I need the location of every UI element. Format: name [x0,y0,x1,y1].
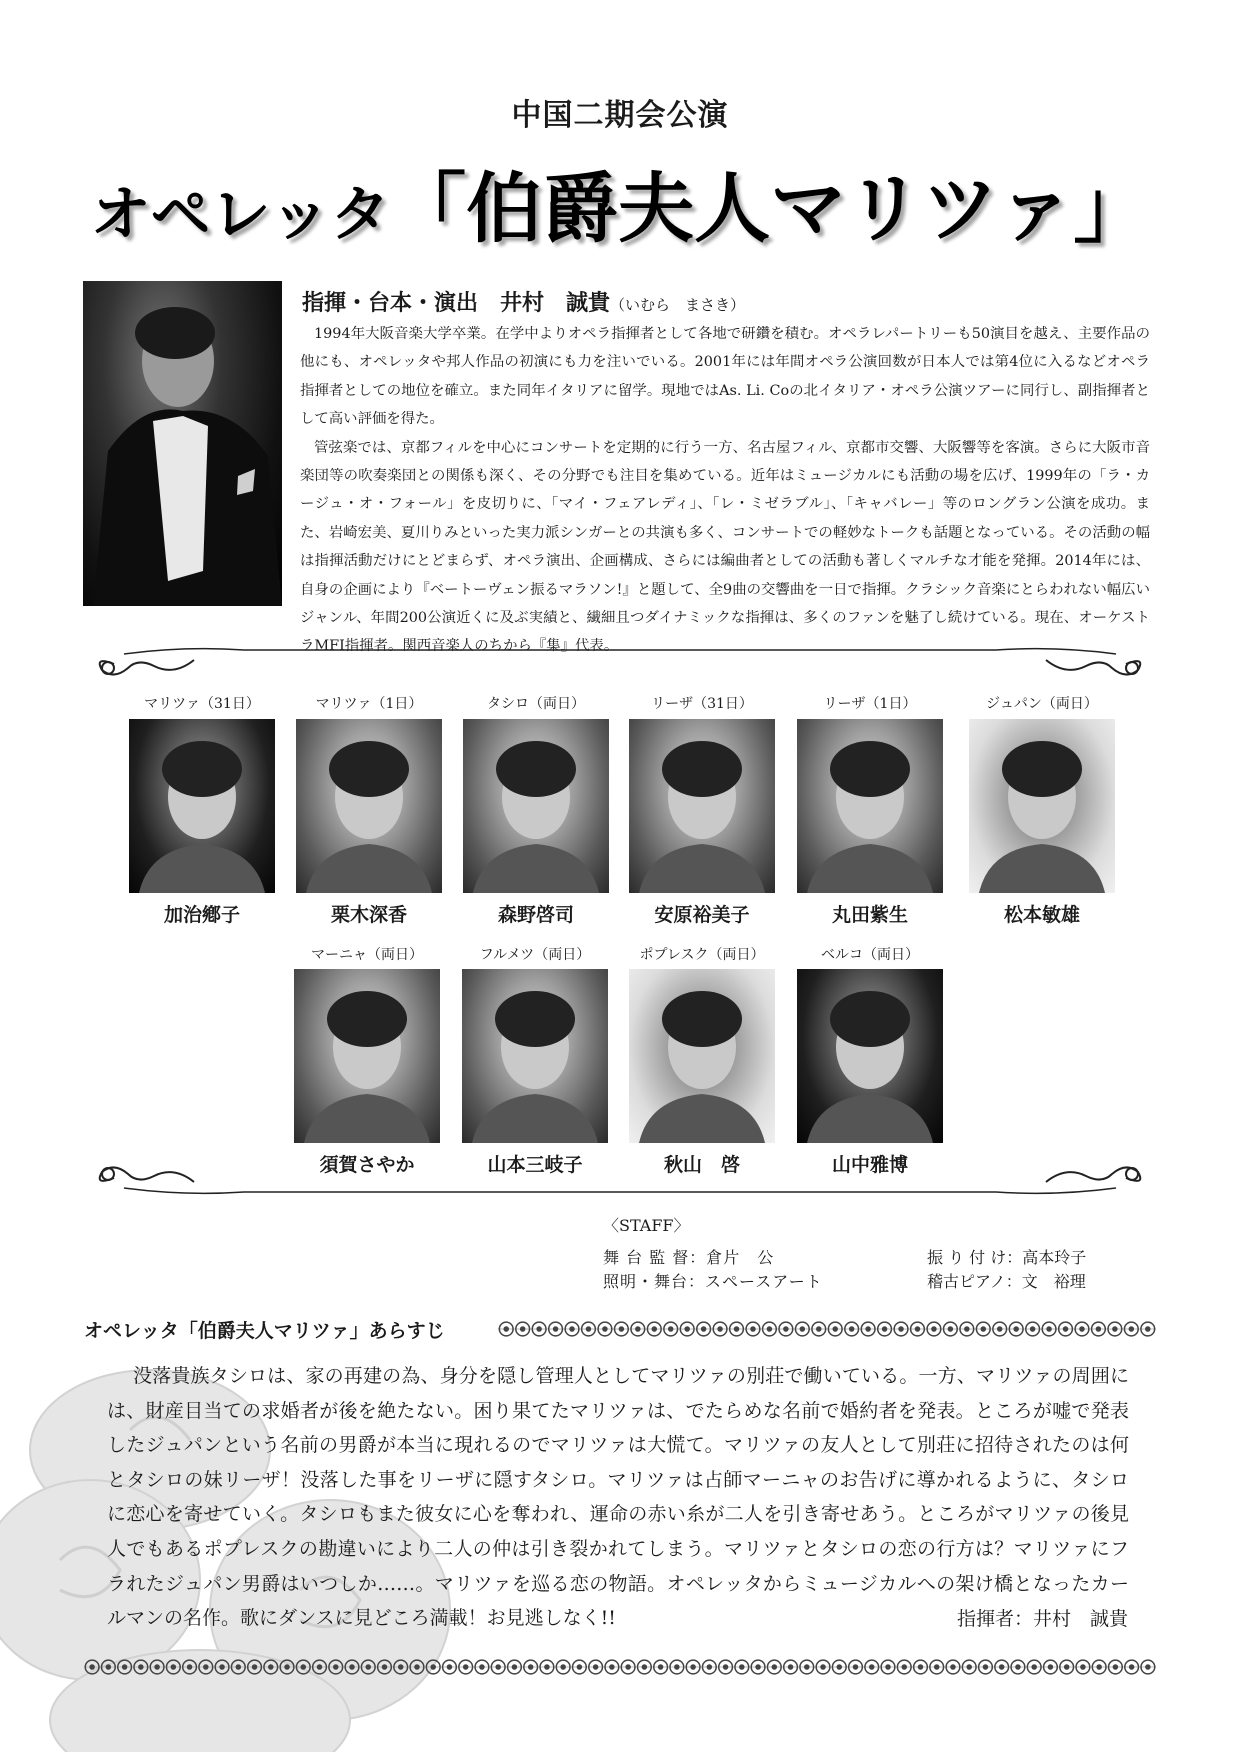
cast-photo [797,969,943,1143]
cast-role: マリツァ（1日） [315,696,423,712]
conductor-silhouette [83,281,282,606]
cast-photo [797,719,943,893]
cast-name: 安原裕美子 [654,904,750,926]
cast-role: フルメツ（両日） [479,947,591,963]
cast-name: 丸田紫生 [831,904,908,926]
staff-item: 照明・舞台：スペースアート [603,1272,823,1291]
ornamental-divider [84,1160,1156,1196]
cast-photo [969,719,1115,893]
cast-name: 栗木深香 [330,904,407,926]
cast-photo [129,719,275,893]
conductor-bio [300,320,1150,661]
conductor-name: 指揮・台本・演出 井村 誠貴 [302,291,611,316]
cast-name: 山本三岐子 [487,1154,583,1176]
cast-role: ジュパン（両日） [986,696,1098,712]
cast-photo [629,719,775,893]
cast-role: タシロ（両日） [487,696,585,712]
staff-item: 振 り 付 け：高本玲子 [927,1248,1087,1267]
conductor-heading [302,286,745,317]
staff-heading: 〈STAFF〉 [603,1216,690,1235]
cast-role: マリツァ（31日） [144,696,260,712]
cast-name: 松本敏雄 [1003,904,1080,926]
cast-name: 山中雅博 [831,1154,908,1176]
concert-subtitle: 中国二期会公演 [511,98,729,133]
cast-photo [296,719,442,893]
staff-item: 舞 台 監 督：倉片 公 [603,1248,775,1267]
staff-item: 稽古ピアノ：文 裕理 [927,1272,1086,1291]
cast-role: リーザ（31日） [651,696,753,712]
bio-paragraph: 管弦楽では、京都フィルを中心にコンサートを定期的に行う一方、名古屋フィル、京都市交響、大阪響等を客演。さらに大阪市音楽団等の吹奏楽団との関係も深く、その分野でも注目を集めている。近年はミュージカルにも活動の場を広げ、1999年の「ラ・カージュ・オ・フォール」を皮切りに、「マイ・フェアレディ」、「レ・ミゼラブル」、「キャバレー」等のロングラン公演を成功。また、岩崎宏美、夏川りみといった実力派シンガーとの共演も多く、コンサートでの軽妙なトークも話題となっている。その活動の幅は指揮活動だけにとどまらず、オペラ演出、企画構成、さらには編曲者としての活動も著しくマルチな才能を発揮。2014年には、自身の企画により『ベートーヴェン振るマラソン!』と題して、全9曲の交響曲を一日で指揮。クラシック音楽にとらわれない幅広いジャンル、年間200公演近くに及ぶ実績と、繊細且つダイナミックな指揮は、多くのファンを魅了し続けている。現在、オーケストラMFI指揮者。関西音楽人のちから『集』代表。 [300,439,1150,655]
cast-name: 須賀さやか [319,1154,415,1176]
synopsis-heading: オペレッタ「伯爵夫人マリツァ」あらすじ [84,1320,445,1342]
bottom-ornament [84,1656,1156,1678]
cast-role: ベルコ（両日） [821,947,919,963]
cast-role: ポプレスク（両日） [639,947,765,963]
conductor-reading: （いむら まさき） [610,296,746,314]
cast-name: 加治鄕子 [163,904,240,926]
cast-photo [629,969,775,1143]
cast-role: マーニャ（両日） [311,947,423,963]
bio-paragraph: 1994年大阪音楽大学卒業。在学中よりオペラ指揮者として各地で研鑽を積む。オペラレパートリーも50演目を越え、主要作品の他にも、オペレッタや邦人作品の初演にも力を注いでいる。2001年には年間オペラ公演回数が日本人では第4位に入るなどオペラ指揮者としての地位を確立。また同年イタリアに留学。現地ではAs. Li. Coの北イタリア・オペラ公演ツアーに同行し、副指揮者として高い評価を得た。 [300,326,1150,428]
synopsis-text: 没落貴族タシロは、家の再建の為、身分を隠し管理人としてマリツァの別荘で働いている。一方、マリツァの周囲には、財産目当ての求婚者が後を絶たない。困り果てたマリツァは、でたらめな名前で婚約者を発表。ところが嘘で発表したジュパンという名前の男爵が本当に現れるのでマリツァは大慌て。マリツァの友人として別荘に招待されたのは何とタシロの妹リーザ！没落した事をリーザに隠すタシロ。マリツァは占師マーニャのお告げに導かれるように、タシロに恋心を寄せていく。タシロもまた彼女に心を奪われ、運命の赤い糸が二人を引き寄せあう。ところがマリツァの後見人でもあるポプレスクの勘違いにより二人の仲は引き裂かれてしまう。マリツァとタシロの恋の行方は？マリツァにフラれたジュパン男爵はいつしか……。マリツァを巡る恋の物語。オペレッタからミュージカルへの架け橋となったカールマンの名作。歌にダンスに見どころ満載！お見逃しなく!! [107,1365,1129,1630]
cast-photo [463,719,609,893]
cast-name: 森野啓司 [497,904,574,926]
cast-name: 秋山 啓 [663,1154,740,1176]
cast-photo [462,969,608,1143]
cast-role: リーザ（1日） [823,696,917,712]
cast-photo [294,969,440,1143]
title-prefix: オペレッタ [90,180,391,250]
conductor-photo [83,281,282,606]
synopsis-body [107,1359,1129,1636]
synopsis-ornament [498,1318,1156,1340]
ornamental-divider [84,646,1156,682]
title-main: 「伯爵夫人マリツァ」 [390,164,1150,253]
synopsis-signature: 指揮者：井村 誠貴 [956,1608,1128,1630]
page-title [0,148,1240,257]
